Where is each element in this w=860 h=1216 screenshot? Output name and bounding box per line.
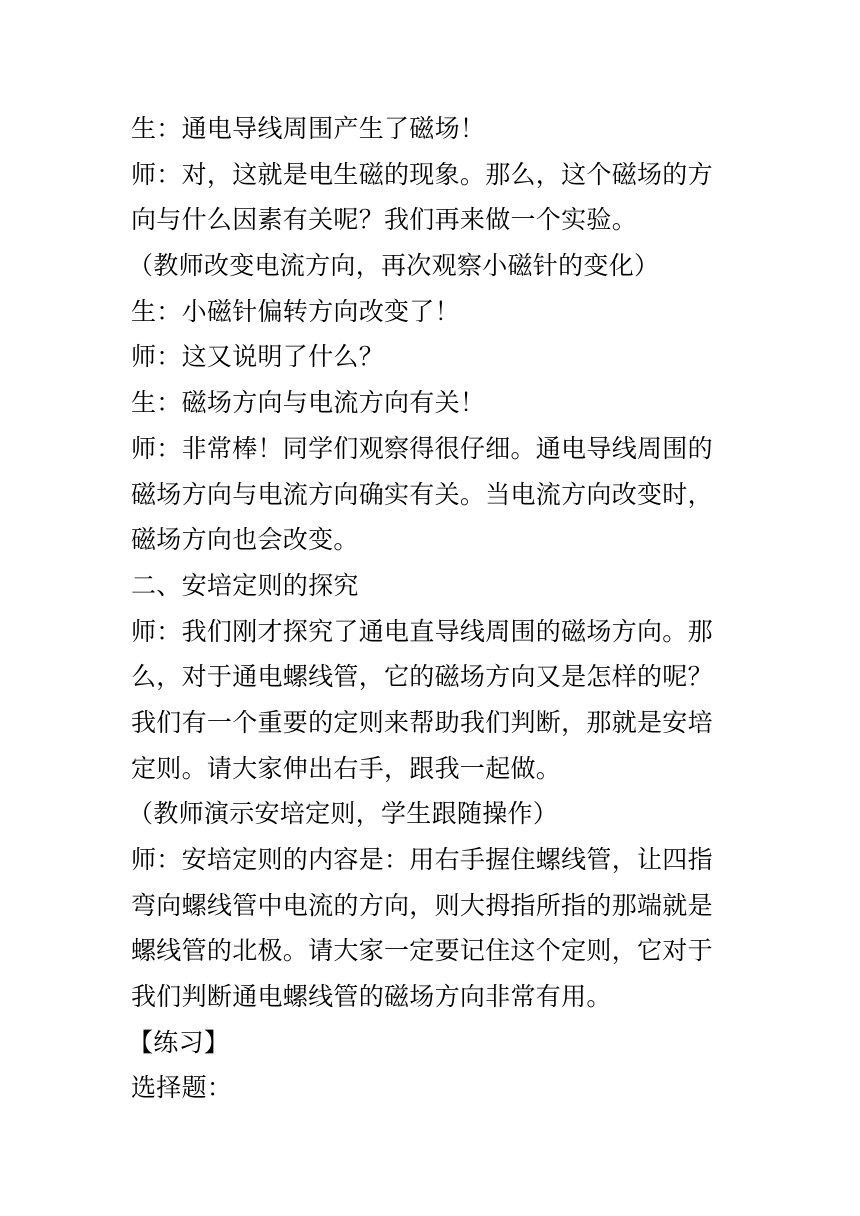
dialogue-line-continued: 我们有一个重要的定则来帮助我们判断，那就是安培 [131, 707, 713, 737]
dialogue-line-student: 生：小磁针偏转方向改变了！ [131, 296, 460, 326]
dialogue-line-student: 生：通电导线周围产生了磁场！ [131, 114, 486, 143]
stage-direction: （教师演示安培定则，学生跟随操作） [128, 799, 559, 829]
dialogue-line-teacher: 师：对，这就是电生磁的现象。那么，这个磁场的方 [131, 159, 713, 189]
dialogue-line-student: 生：磁场方向与电流方向有关！ [131, 388, 486, 418]
document-body [128, 106, 731, 1111]
section-heading: 二、安培定则的探究 [131, 570, 359, 600]
stage-direction: （教师改变电流方向，再次观察小磁针的变化） [128, 251, 660, 281]
dialogue-line-continued: 向与什么因素有关呢？我们再来做一个实验。 [131, 205, 638, 235]
dialogue-line-continued: 磁场方向与电流方向确实有关。当电流方向改变时， [131, 479, 713, 509]
question-type-label: 选择题： [131, 1073, 233, 1103]
dialogue-line-teacher: 师：这又说明了什么？ [131, 342, 385, 372]
dialogue-line-continued: 弯向螺线管中电流的方向，则大拇指所指的那端就是 [131, 890, 713, 920]
dialogue-line-teacher: 师：我们刚才探究了通电直导线周围的磁场方向。那 [131, 616, 713, 646]
dialogue-line-teacher: 师：非常棒！同学们观察得很仔细。通电导线周围的 [131, 433, 713, 463]
dialogue-line-continued: 螺线管的北极。请大家一定要记住这个定则，它对于 [131, 936, 713, 966]
exercise-heading: 【练习】 [128, 1027, 230, 1057]
dialogue-line-continued: 磁场方向也会改变。 [131, 525, 359, 555]
dialogue-line-continued: 么，对于通电螺线管，它的磁场方向又是怎样的呢？ [131, 662, 713, 692]
dialogue-line-teacher: 师：安培定则的内容是：用右手握住螺线管，让四指 [131, 845, 713, 874]
dialogue-line-continued: 定则。请大家伸出右手，跟我一起做。 [131, 753, 562, 783]
dialogue-line-continued: 我们判断通电螺线管的磁场方向非常有用。 [131, 982, 612, 1012]
